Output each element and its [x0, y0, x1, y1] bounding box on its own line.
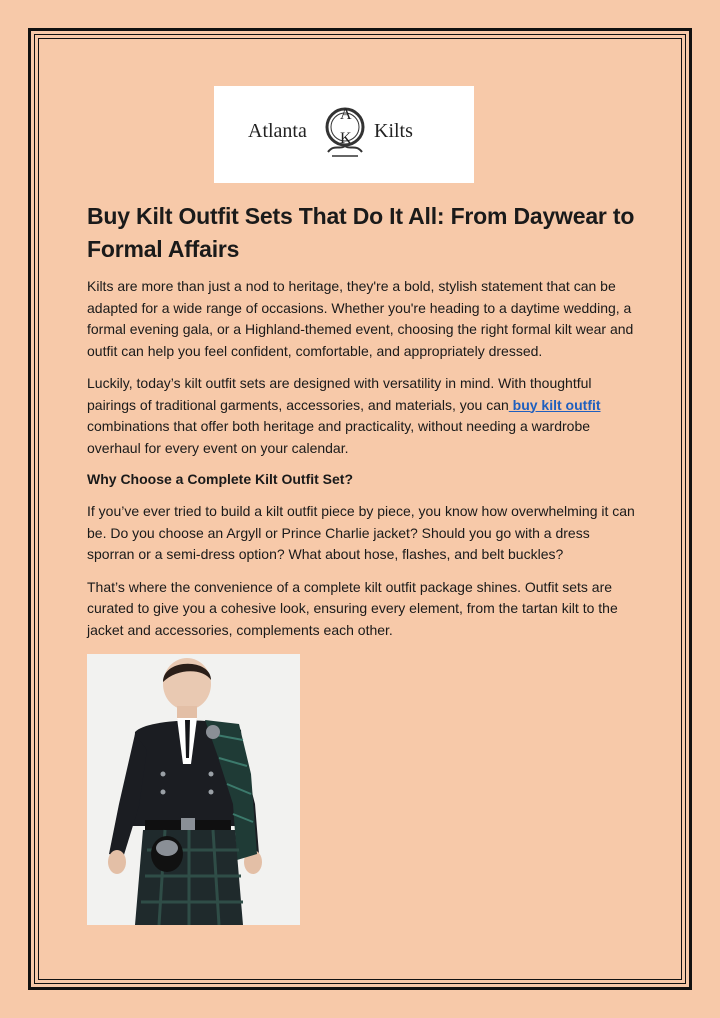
document-content: [87, 86, 635, 641]
man-in-kilt-illustration: [87, 654, 300, 925]
logo-word-right: Kilts: [374, 120, 413, 142]
logo-word-left: Atlanta: [248, 120, 307, 142]
paragraph-versatility-end: combinations that offer both heritage and practicality, without needing a wardrobe overhaul for every event on your calendar.: [87, 418, 591, 456]
buy-kilt-outfit-link[interactable]: buy kilt outfit: [508, 396, 601, 413]
atlanta-kilts-logo: [214, 86, 474, 183]
article-title: Buy Kilt Outfit Sets That Do It All: From Daywear to Formal Affairs: [87, 203, 635, 262]
paragraph-versatility-start: Luckily, today’s kilt outfit sets are designed with versatility in mind. With thoughtful pairings of traditional garments, accessories, and materials, you can: [87, 375, 592, 413]
logo-letter-k: K: [340, 130, 352, 147]
paragraph-why: If you’ve ever tried to build a kilt outfit piece by piece, you know how overwhelming it can be. Do you choose an Argyll or Prince Charlie jacket? Should you go with a dress sporran or a semi-dress option? What about hose, flashes, and belt buckles?: [87, 503, 635, 562]
kilt-outfit-photo: [87, 654, 300, 925]
logo-letter-a: A: [340, 106, 352, 123]
paragraph-intro: Kilts are more than just a nod to heritage, they're a bold, stylish statement that can be adapted for a wide range of occasions. Whether you're heading to a daytime wedding, a formal evening gala, or a Highland-themed event, choosing the right formal kilt wear and outfit can help you feel confident, comfortable, and appropriately dressed.: [87, 278, 634, 359]
paragraph-convenience: That’s where the convenience of a complete kilt outfit package shines. Outfit sets are curated to give you a cohesive look, ensuring every element, from the tartan kilt to the jacket and accessories, complements each other.: [87, 578, 618, 638]
section-heading: Why Choose a Complete Kilt Outfit Set?: [87, 471, 354, 487]
paragraph-versatility: [87, 373, 635, 459]
